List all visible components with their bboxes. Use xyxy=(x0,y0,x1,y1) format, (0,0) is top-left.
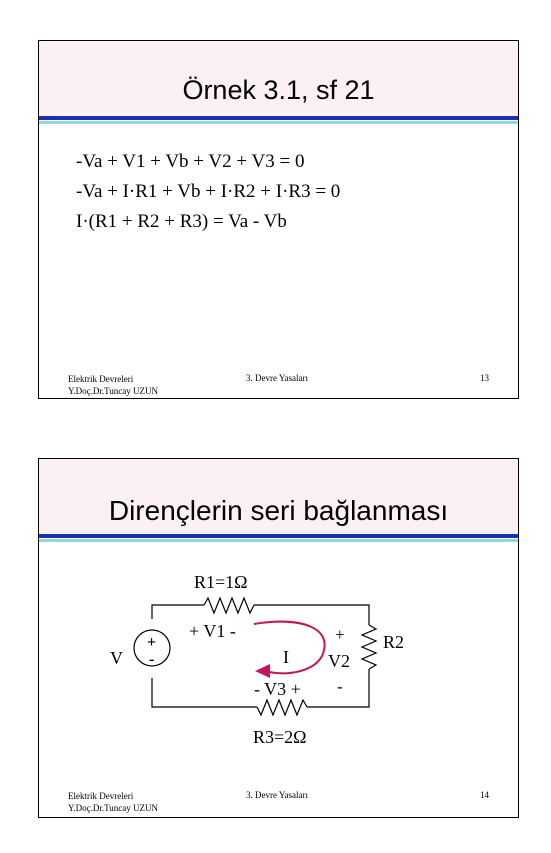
equation-3: I·(R1 + R2 + R3) = Va - Vb xyxy=(76,211,287,232)
title-divider-cyan xyxy=(39,121,518,124)
r2-label: R2 xyxy=(383,632,405,652)
source-plus: + xyxy=(147,634,157,651)
slide-title: Örnek 3.1, sf 21 xyxy=(182,75,375,105)
footer-instructor: Y.Doç.Dr.Tuncay UZUN xyxy=(68,386,158,396)
footer-instructor: Y.Doç.Dr.Tuncay UZUN xyxy=(68,803,158,813)
v1-label: + V1 - xyxy=(189,621,236,641)
slide-title: Dirençlerin seri bağlanması xyxy=(108,495,449,526)
r3-label: R3=2Ω xyxy=(253,727,307,747)
slide-13 xyxy=(38,40,519,399)
v2-plus: + xyxy=(335,625,345,644)
current-arrowhead xyxy=(255,664,270,678)
page-number: 14 xyxy=(480,790,489,800)
source-minus: - xyxy=(149,651,155,668)
equation-1: -Va + V1 + Vb + V2 + V3 = 0 xyxy=(76,151,305,172)
v2-minus: - xyxy=(337,677,343,696)
page-number: 13 xyxy=(480,373,489,383)
footer-course: Elektrik Devreleri xyxy=(68,791,134,801)
resistor-r2 xyxy=(362,625,376,669)
footer-topic: 3. Devre Yasaları xyxy=(246,373,308,383)
footer-course: Elektrik Devreleri xyxy=(68,374,134,384)
source-label: V xyxy=(110,648,123,668)
equation-2: -Va + I·R1 + Vb + I·R2 + I·R3 = 0 xyxy=(76,181,341,202)
footer-author xyxy=(68,373,158,397)
series-circuit-diagram xyxy=(39,459,518,817)
r1-label: R1=1Ω xyxy=(194,572,248,592)
wire-bottom xyxy=(152,678,257,707)
resistor-r3 xyxy=(257,700,307,715)
current-loop-arrow xyxy=(254,622,325,674)
v3-label: - V3 + xyxy=(254,679,301,699)
footer-author xyxy=(68,790,158,814)
v2-label: V2 xyxy=(328,651,350,671)
current-label: I xyxy=(283,647,289,667)
wire-top xyxy=(152,605,204,619)
resistor-r1 xyxy=(204,598,254,613)
slide-14 xyxy=(38,458,519,818)
footer-topic: 3. Devre Yasaları xyxy=(246,790,308,800)
